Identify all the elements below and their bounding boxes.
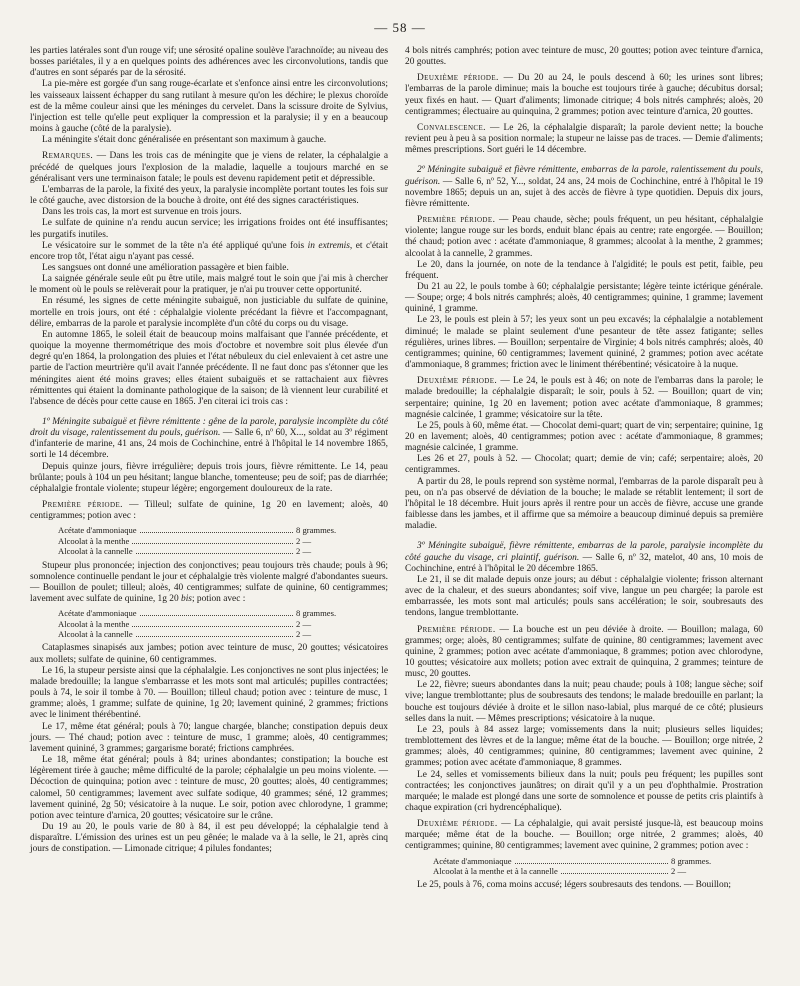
case3-heading [405, 541, 763, 574]
case2-heading [405, 165, 763, 210]
paragraph: Le 25, pouls à 76, coma moins accusé; légers soubresauts des tendons. — Bouillon; [417, 880, 732, 891]
paragraph: Cataplasmes sinapisés aux jambes; potion avec teinture de musc, 20 gouttes; vésicatoires aux mollets; sulfate de quinine, 60 centigrammes. [30, 643, 388, 665]
emphasis: bis [181, 594, 192, 605]
case2-intro: — Salle 6, nº 52, Y..., soldat, 24 ans, 24 mois de Cochinchine, entré à l'hôpital le 19 novembre 1865; depuis un an, sujet à des accès de fièvre à type quotidien. Depuis dix jours, fièvre rémittente. [405, 176, 763, 209]
period-text: — Peau chaude, sèche; pouls fréquent, un peu hésitant, céphalalgie violente; langue rouge sur les bords, enduit blanc épais au centre; rate engorgée. — Bouillon; thé chaud; potion avec : acétate d'ammoniaque, 8 grammes; alcoolat à la menthe, 2 grammes; alcoolat à la cannelle, 2 grammes. [405, 215, 763, 259]
leader-dots [136, 553, 293, 554]
prescription-name: Alcoolat à la cannelle [58, 629, 133, 640]
paragraph: La pie-mère est gorgée d'un sang rouge-écarlate et s'enfonce ainsi entre les circonvolutions; les vaisseaux laissent échapper du sang rutilant à mesure qu'on les déchire; le plexus choroïde est de la même couleur ainsi que les méninges du cervelet. Dans la scissure droite de Sylvius, l'injection est telle qu'elle peut expliquer la compression et la paralysie; il y en a beaucoup moins à gauche (côté de la paralysie). [30, 79, 388, 135]
leader-dots [561, 873, 668, 874]
right-column [405, 46, 763, 892]
prescription-line [58, 619, 348, 629]
convalescence-label: Convalescence. [417, 122, 486, 133]
prescription-line [58, 525, 348, 535]
period-paragraph [405, 376, 763, 421]
leader-dots [140, 615, 293, 616]
period-label: Première période. [417, 624, 496, 635]
paragraph: La méningite s'était donc généralisée en présentant son maximum à gauche. [42, 135, 327, 146]
prescription-name: Alcoolat à la menthe [58, 618, 130, 629]
period-paragraph [405, 215, 763, 260]
paragraph: Le 23, le pouls est plein à 57; les yeux sont un peu excavés; la céphalalgie a notablement diminué; le malade se plaint seulement d'une pesanteur de tête assez fatigante; selles régulières, urines libres. — Bouillon; serpentaire de Virginie; 4 bols nitrés camphrés; aloès, 40 centigrammes; quinine, 60 centigrammes; lavement quininé, 2 grammes; potion avec acétate d'ammoniaque, 8 grammes; friction avec le liniment thérébentiné; vésicatoire à la nuque. [405, 315, 763, 371]
paragraph: Le 23, pouls à 84 assez large; vomissements dans la nuit; plusieurs selles liquides; tremblottement des lèvres et de la langue; même état de la bouche. — Bouillon; orge nitrée, 2 grammes; aloès, 40 centigrammes; quinine, 80 centigrammes; lavement avec quinine, 2 grammes; potion avec acétate d'ammoniaque, 8 grammes. [405, 724, 763, 769]
paragraph: La saignée générale seule eût pu être utile, mais malgré tout le soin que j'ai mis à chercher le moment où le pouls se relèverait pour la pratiquer, je n'ai pu trouver cette opportunité. [30, 274, 388, 296]
case1-title: 1º Méningite subaiguë et fièvre rémittente : gêne de la parole, paralysie incomplète du côté droit du visage, ralentissement du pouls, guérison. [30, 417, 388, 439]
prescription-qty: 2 — [671, 866, 687, 877]
prescription-name: Alcoolat à la menthe [58, 535, 130, 546]
prescription-line [58, 536, 348, 546]
prescription-qty: 8 grammes. [296, 525, 337, 536]
paragraph: Les 26 et 27, pouls à 52. — Chocolat; quart; demie de vin; café; serpentaire; aloès, 20 centigrammes. [405, 454, 763, 476]
period-paragraph [405, 625, 763, 681]
prescription-qty: 2 — [296, 618, 312, 629]
paragraph: Les sangsues ont donné une amélioration passagère et bien faible. [42, 262, 289, 273]
prescription-line [433, 866, 723, 876]
page-number: — 58 — [374, 20, 426, 35]
paragraph: Le 24, selles et vomissements bilieux dans la nuit; pouls peu fréquent; les pupilles sont contractées; les conjonctives jaunâtres; on dirait qu'il y a un peu d'ophthalmie. Prostration marquée; le malade est plongé dans une sorte de somnolence et pousse de petits cris plaintifs à chaque expiration (cri hydrencéphalique). [405, 769, 763, 813]
prescription-list [58, 608, 348, 639]
paragraph: En automne 1865, le soleil était de beaucoup moins malfaisant que l'année précédente, et quoique la moyenne thermométrique des mois d'octobre et novembre soit plus élevée d'un degré qu'en 1864, la prolongation des pluies et l'état nébuleux du ciel enlevaient à cet astre une partie de l'action meurtrière qu'il avait l'année précédente. Il ne faut donc pas s'étonner que les méningites aient été moins graves; elles étaient subaiguës et se rattachaient aux fièvres rémittentes qui étaient la dominante pathologique de la saison; de là viennent leur curabilité et l'absence de décès pour cette cause en 1865. J'en citerai ici trois cas : [30, 329, 388, 407]
period-label: Deuxième période. [417, 819, 498, 830]
text-run: ; potion avec : [191, 594, 246, 605]
period-label: Première période. [42, 500, 123, 511]
prescription-name: Acétate d'ammoniaque [58, 608, 137, 619]
period-text: — Le 24, le pouls est à 46; on note de l'embarras dans la parole; le malade bredouille; la céphalalgie disparaît; le soir, pouls à 52. — Bouillon; quart de vin; serpentaire; quinine, 1g 20 en lavement; potion avec acétate d'ammoniaque, 8 grammes; magnésie calcinée, 1 gramme; vésicatoire sur la tête. [405, 376, 763, 420]
prescription-line [58, 546, 348, 556]
period-text: — La céphalalgie, qui avait persisté jusque-là, est beaucoup moins marquée; même état de la bouche. — Bouillon; orge nitrée, 2 grammes; aloès, 40 centigrammes; quinine, 80 centigrammes; lavement avec quinine, 2 grammes; potion avec : [405, 819, 763, 852]
paragraph-remarques [30, 151, 388, 184]
prescription-line [433, 856, 723, 866]
leader-dots [140, 532, 293, 533]
prescription-name: Acétate d'ammoniaque [433, 855, 512, 866]
leader-dots [132, 543, 293, 544]
period-paragraph [30, 500, 388, 522]
remarques-label: Remarques. [42, 151, 94, 162]
prescription-name: Acétate d'ammoniaque [58, 525, 137, 536]
paragraph [30, 561, 388, 606]
paragraph: Du 19 au 20, le pouls varie de 80 à 84, il est peu développé; la céphalalgie tend à disparaître. L'émission des urines est un peu gênée; le malade va à la selle, le 21, après cinq jours de constipation. — Limonade citrique; 4 pilules fondantes; [30, 821, 388, 855]
period-paragraph [405, 73, 763, 118]
period-paragraph [405, 819, 763, 852]
paragraph: Le 16, la stupeur persiste ainsi que la céphalalgie. Les conjonctives ne sont plus injectées; le malade bredouille; la langue s'embarrasse et les mots sont mal articulés; pupilles contractées; pouls à 74, le soir il tombe à 70. — Bouillon; tilleul chaud; potion avec : teinture de musc, 1 gramme; aloès, 1 gramme; sulfate de quinine, 1g 20; lavement quininé, 2 grammes; frictions avec le liniment thérébentiné. [30, 665, 388, 721]
prescription-qty: 8 grammes. [671, 855, 712, 866]
prescription-qty: 8 grammes. [296, 608, 337, 619]
period-label: Deuxième période. [417, 376, 498, 387]
left-column [30, 46, 388, 855]
period-text: — Du 20 au 24, le pouls descend à 60; les urines sont libres; l'embarras de la parole diminue; mais la bouche est toujours tirée à gauche; décubitus dorsal; yeux fixés en haut. — Quart d'aliments; limonade citrique; 4 bols nitrés camphrés; aloès, 20 centigrammes; électuaire au quinquina, 2 grammes; potion avec teinture d'arnica, 20 gouttes. [405, 73, 763, 117]
period-text: — La bouche est un peu déviée à droite. — Bouillon; malaga, 60 grammes; orge; aloès, 80 centigrammes; sulfate de quinine, 80 centigrammes; lavement avec quinine, 2 grammes; potion avec acétate d'ammoniaque, 8 grammes; potion avec chlorodyne, 10 gouttes; vésicatoire aux mollets; potion avec extrait de quinquina, 2 grammes; teinture de musc, 20 gouttes. [405, 624, 763, 680]
paragraph: Depuis quinze jours, fièvre irrégulière; depuis trois jours, fièvre rémittente. Le 14, peau brûlante; pouls à 104 un peu hésitant; langue blanche, tomenteuse; peu de soif; pas de diarrhée; céphalalgie frontale violente; stupeur légère; engorgement douloureux de la rate. [30, 461, 388, 494]
case1-intro: — Salle 6, nº 60, X..., soldat au 3º régiment d'infanterie de marine, 41 ans, 24 mois de Cochinchine, entré à l'hôpital le 14 novembre 1865, sorti le 14 décembre. [30, 428, 388, 461]
prescription-qty: 2 — [296, 535, 312, 546]
paragraph: Le 17, même état général; pouls à 70; langue chargée, blanche; constipation depuis deux jours. — Thé chaud; potion avec : teinture de musc, 1 gramme; aloès, 40 centigrammes; lavement quininé, 3 grammes; gargarisme boraté; frictions camphrées. [30, 721, 388, 754]
paragraph: Du 21 au 22, le pouls tombe à 60; céphalalgie persistante; légère teinte ictérique générale. — Soupe; orge; 4 bols nitrés camphrés; aloès, 40 centigrammes; quinine, 1 gramme; lavement quininé, 1 gramme. [405, 281, 763, 315]
prescription-qty: 2 — [296, 546, 312, 557]
case1-heading [30, 417, 388, 462]
paragraph: L'embarras de la parole, la fixité des yeux, la paralysie incomplète portant toutes les fois sur le côté gauche, avec distorsion de la bouche à droite, ont été des signes caractéristiques. [30, 184, 388, 207]
prescription-list [433, 856, 723, 877]
leader-dots [515, 863, 668, 864]
paragraph: Le 21, il se dit malade depuis onze jours; au début : céphalalgie violente; frisson alternant avec de la chaleur, et des sueurs abondantes; soif vive, langue un peu chargée; la parole est embarrassée, les mots sont mal articulés; pouls sans accélération; le soir, soubresauts des tendons, langue tremblottante. [405, 574, 763, 619]
paragraph: Le 20, dans la journée, on note de la tendance à l'algidité; le pouls est petit, faible, peu fréquent. [405, 259, 763, 281]
convalescence-paragraph [405, 123, 763, 156]
prescription-line [58, 608, 348, 618]
case3-intro: — Salle 6, nº 32, matelot, 40 ans, 10 mois de Cochinchine, entré à l'hôpital le 20 décembre 1865. [405, 552, 763, 574]
remarques-text: — Dans les trois cas de méningite que je viens de relater, la céphalalgie a précédé de quelques jours l'explosion de la maladie, laquelle a toujours marché en se généralisant vers une terminaison fatale; le pouls est devenu rapidement petit et dépressible. [30, 151, 388, 184]
text-run: , et c'était encore trop tôt, l'état aigu n'ayant pas cessé. [30, 240, 388, 262]
period-text: — Tilleul; sulfate de quinine, 1g 20 en lavement; aloès, 40 centigrammes; potion avec : [30, 500, 388, 522]
leader-dots [132, 626, 293, 627]
case3-title: 3º Méningite subaiguë, fièvre rémittente, embarras de la parole, paralysie incomplète du côté gauche du visage, cri plaintif, guérison. [405, 541, 763, 563]
prescription-line [58, 629, 348, 639]
paragraph: les parties latérales sont d'un rouge vif; une sérosité opaline soulève l'arachnoïde; au niveau des bosses pariétales, il y a en quelques points des adhérences avec les circonvolutions, tandis que d'autres en sont séparés par de la sérosité. [30, 46, 388, 79]
period-label: Première période. [417, 215, 496, 226]
text-run: Stupeur plus prononcée; injection des conjonctives; peau toujours très chaude; pouls à 96; somnolence continuelle pendant le jour et céphalalgie très violente malgré d'abondantes sueurs. — Bouillon de poulet; tilleul; aloès, 40 centigrammes; sulfate de quinine, 60 centigrammes; lavement avec sulfate de quinine, 1g 20 [30, 560, 388, 605]
emphasis: in extremis [307, 240, 350, 251]
text-run: Le vésicatoire sur le sommet de la tête n'a été appliqué qu'une fois [42, 240, 308, 251]
paragraph [30, 241, 388, 263]
prescription-list [58, 525, 348, 556]
leader-dots [136, 636, 293, 637]
convalescence-text: — Le 26, la céphalalgie disparaît; la parole devient nette; la bouche revient peu à peu à sa position normale; la stupeur ne laisse pas de traces. — Demie d'aliments; mêmes prescriptions. Sort guéri le 14 décembre. [405, 122, 763, 156]
paragraph: A partir du 28, le pouls reprend son système normal, l'embarras de la parole disparaît peu à peu, on n'a pas observé de déviation de la bouche; le malade se rétablit lentement; il sort de l'hôpital le 18 décembre. Huit jours après il rentre pour un accès de fièvre, accuse une grande faiblesse dans les jambes, et il affirme que sa mémoire a beaucoup diminué depuis sa première maladie. [405, 476, 763, 532]
period-label: Deuxième période. [417, 73, 499, 84]
paragraph: Le sulfate de quinine n'a rendu aucun service; les irrigations froides ont été insuffisantes; les purgatifs inutiles. [30, 218, 388, 240]
prescription-name: Alcoolat à la menthe et à la cannelle [433, 866, 558, 877]
paragraph: Le 18, même état général; pouls à 84; urines abondantes; constipation; la bouche est légèrement tirée à gauche; même difficulté de la parole; céphalalgie un peu moins violente. — Décoction de quinquina; potion avec : teinture de musc, 20 gouttes; aloès, 40 centigrammes; calomel, 50 centigrammes; lavement avec sulfate sodique, 40 grammes; séné, 12 grammes; lavement quininé, 2g 50; vésicatoire à la nuque. Le soir, potion avec chlorodyne, 1 gramme; potion avec teinture d'arnica, 20 gouttes; vésicatoire sur le crâne. [30, 755, 388, 821]
case2-title: 2º Méningite subaiguë et fièvre rémittente, embarras de la parole, ralentissement du pouls, guérison. [405, 165, 763, 187]
paragraph: Dans les trois cas, la mort est survenue en trois jours. [42, 207, 242, 218]
paragraph: En résumé, les signes de cette méningite subaiguë, non justiciable du sulfate de quinine, mortelle en trois jours, ont été : céphalalgie violente précédant la fièvre et l'accompagnant, délire, embarras de la parole et paralysie incomplète d'un côté du corps ou du visage. [30, 296, 388, 329]
paragraph: Le 22, fièvre; sueurs abondantes dans la nuit; peau chaude; pouls à 108; langue sèche; soif vive; langue tremblottante; plus de soubresauts des tendons; le malade bredouille en parlant; la bouche est toujours déviée à droite et le sillon naso-labial, plus marqué de ce côté; plusieurs selles dans la nuit. — Mêmes prescriptions; vésicatoire à la nuque. [405, 680, 763, 724]
prescription-qty: 2 — [296, 629, 312, 640]
prescription-name: Alcoolat à la cannelle [58, 546, 133, 557]
paragraph: 4 bols nitrés camphrés; potion avec teinture de musc, 20 gouttes; potion avec teinture d'arnica, 20 gouttes. [405, 46, 763, 68]
paragraph: Le 25, pouls à 60, même état. — Chocolat demi-quart; quart de vin; serpentaire; quinine, 1g 20 en lavement; aloès, 40 centigrammes; potion avec : acétate d'ammoniaque, 8 grammes; magnésie calcinée, 1 gramme. [405, 420, 763, 454]
